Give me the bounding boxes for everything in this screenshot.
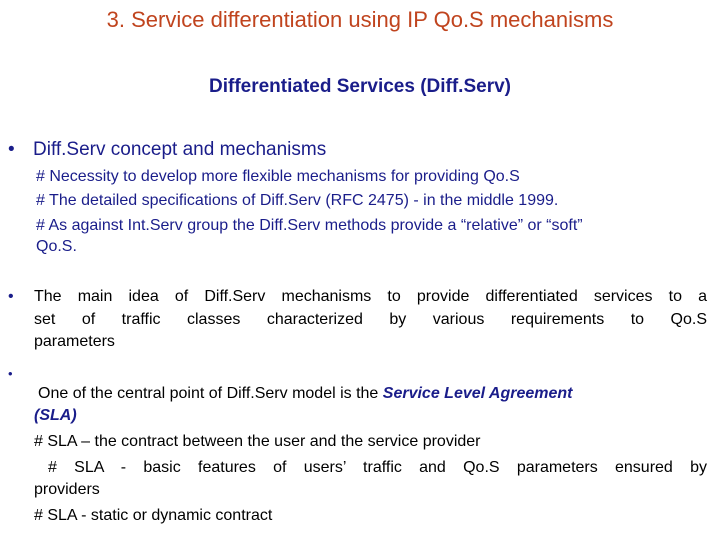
sla-emphasis: Service Level Agreement (382, 385, 573, 402)
bullet-3-subitem-2: # SLA - basic features of users’ traffic and Qo.S parameters ensured by (48, 459, 707, 476)
bullet-2-line-3: parameters (34, 333, 115, 350)
bullet-1-subitem-2: # The detailed specifications of Diff.Serv (RFC 2475) - in the middle 1999. (36, 192, 559, 209)
bullet-1-subitem-4: Qo.S. (36, 238, 77, 255)
bullet-1-subitem-1: # Necessity to develop more flexible mechanisms for providing Qo.S (36, 168, 520, 185)
bullet-3-subitem-3: providers (34, 481, 100, 498)
sla-emphasis-cont: (SLA) (34, 407, 77, 424)
bullet-3-subitem-4: # SLA - static or dynamic contract (34, 507, 273, 524)
slide-title: 3. Service differentiation using IP Qo.S mechanisms (106, 7, 614, 32)
bullet-2-line-2: set of traffic classes characterized by various requirements to Qo.S (34, 311, 707, 328)
bullet-2-line-1: The main idea of Diff.Serv mechanisms to provide differentiated services to a (34, 288, 707, 305)
bullet-3-subitem-1: # SLA – the contract between the user and the service provider (34, 433, 481, 450)
bullet-3-intro (38, 384, 573, 404)
bullet-1-subitem-3: # As against Int.Serv group the Diff.Serv methods provide a “relative” or “soft” (36, 217, 583, 234)
bullet-3-intro-text: One of the central point of Diff.Serv model is the (38, 385, 383, 402)
bullet-marker-1: • (8, 139, 15, 160)
slide-subtitle: Differentiated Services (Diff.Serv) (209, 76, 511, 97)
bullet-marker-2: • (8, 288, 14, 305)
bullet-heading-1: Diff.Serv concept and mechanisms (33, 139, 327, 160)
bullet-marker-3: • (8, 366, 13, 381)
